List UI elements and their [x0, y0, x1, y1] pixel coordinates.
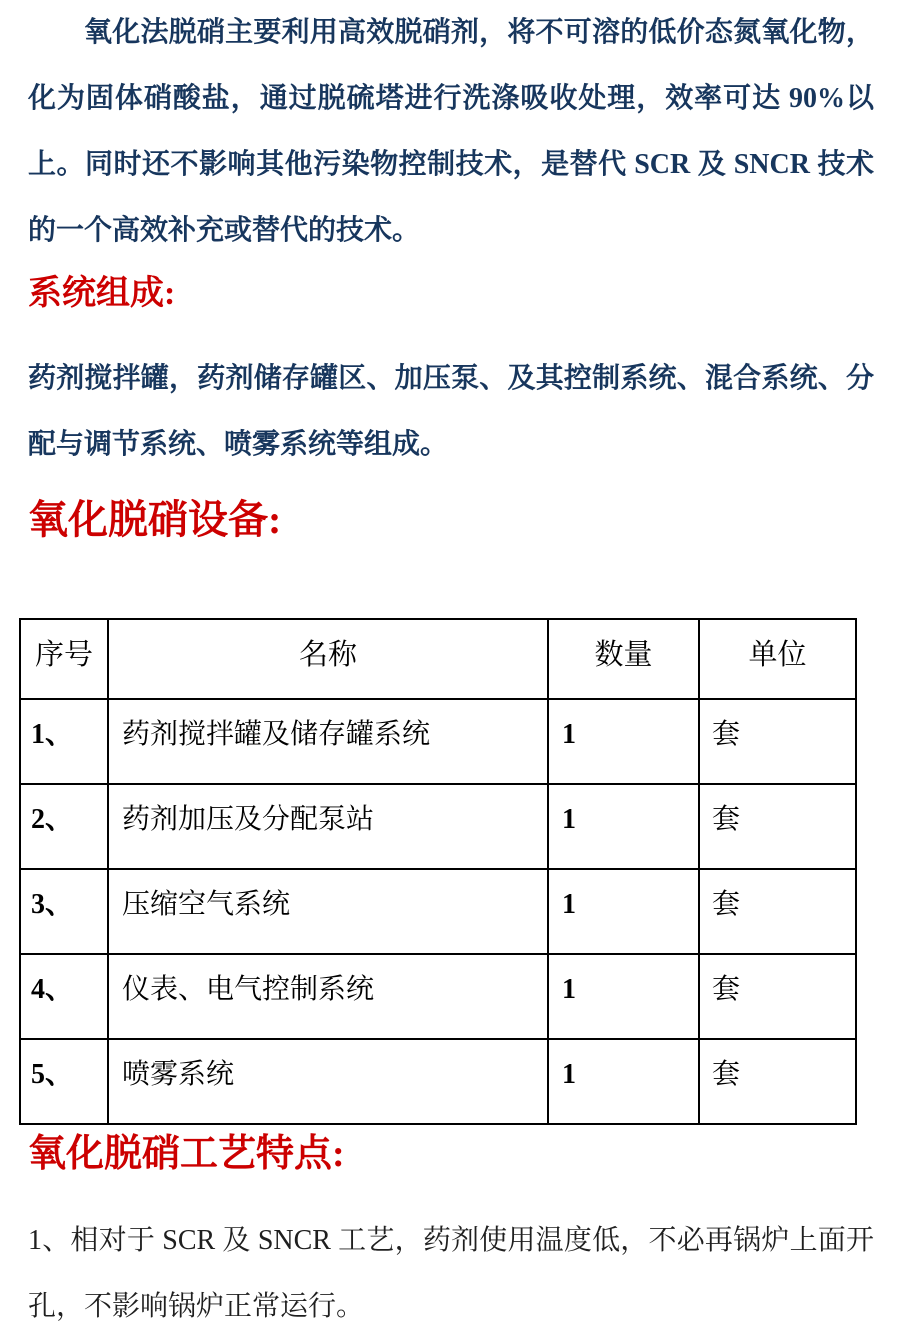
cell-qty: 1 — [548, 954, 699, 1039]
cell-qty: 1 — [548, 1039, 699, 1124]
cell-no: 2、 — [20, 784, 108, 869]
cell-unit: 套 — [699, 869, 856, 954]
cell-qty: 1 — [548, 784, 699, 869]
process-features-heading: 氧化脱硝工艺特点: — [28, 1133, 345, 1175]
cell-no: 3、 — [20, 869, 108, 954]
cell-no: 1、 — [20, 699, 108, 784]
cell-name: 药剂搅拌罐及储存罐系统 — [108, 699, 548, 784]
equipment-heading: 氧化脱硝设备: — [28, 497, 282, 542]
cell-qty: 1 — [548, 699, 699, 784]
table-row — [20, 784, 856, 869]
intro-paragraph: 氧化法脱硝主要利用高效脱硝剂，将不可溶的低价态氮氧化物，化为固体硝酸盐，通过脱硫塔进行洗涤吸收处理，效率可达 90%以上。同时还不影响其他污染物控制技术，是替代 SCR 及 SNCR 技术的一个高效补充或替代的技术。 — [28, 17, 874, 246]
system-composition-heading: 系统组成: — [28, 275, 176, 312]
features-paragraph: 1、相对于 SCR 及 SNCR 工艺，药剂使用温度低，不必再锅炉上面开孔，不影响锅炉正常运行。 — [28, 1225, 874, 1322]
cell-name: 药剂加压及分配泵站 — [108, 784, 548, 869]
table-header-row — [20, 619, 856, 699]
cell-unit: 套 — [699, 1039, 856, 1124]
column-header-no: 序号 — [20, 619, 108, 699]
table-row — [20, 1039, 856, 1124]
system-composition-paragraph: 药剂搅拌罐，药剂储存罐区、加压泵、及其控制系统、混合系统、分配与调节系统、喷雾系统等组成。 — [28, 363, 874, 460]
cell-no: 5、 — [20, 1039, 108, 1124]
table-row — [20, 699, 856, 784]
equipment-table — [19, 618, 857, 1125]
column-header-qty: 数量 — [548, 619, 699, 699]
cell-unit: 套 — [699, 699, 856, 784]
cell-unit: 套 — [699, 784, 856, 869]
cell-name: 压缩空气系统 — [108, 869, 548, 954]
column-header-name: 名称 — [108, 619, 548, 699]
cell-no: 4、 — [20, 954, 108, 1039]
cell-name: 仪表、电气控制系统 — [108, 954, 548, 1039]
table-row — [20, 869, 856, 954]
table-row — [20, 954, 856, 1039]
cell-qty: 1 — [548, 869, 699, 954]
cell-name: 喷雾系统 — [108, 1039, 548, 1124]
column-header-unit: 单位 — [699, 619, 856, 699]
cell-unit: 套 — [699, 954, 856, 1039]
